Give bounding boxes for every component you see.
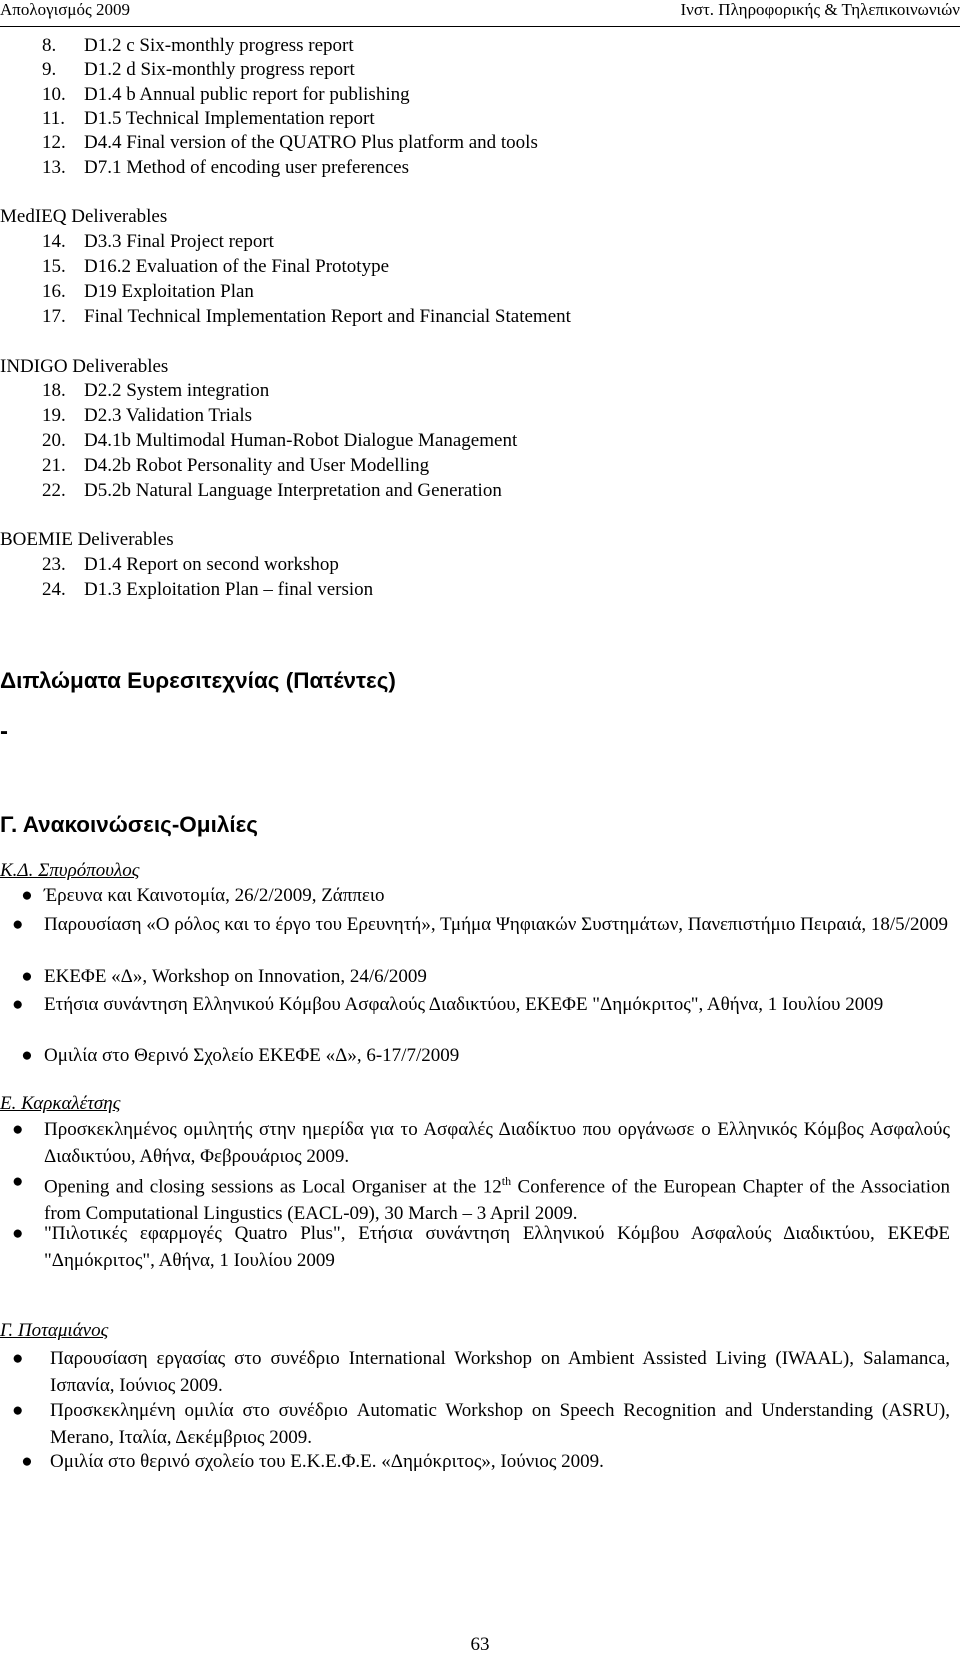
page-number: 63	[470, 1634, 490, 1655]
list-item: 23. D1.4 Report on second workshop	[42, 554, 339, 575]
list-item: ● Προσκεκλημένος ομιλητής στην ημερίδα για το Ασφαλές Διαδίκτυο που οργάνωσε ο Ελληνικός Κόμβος Ασφαλούς Διαδικτύου, Αθήνα, Φεβρουάριος 2009.	[12, 1116, 950, 1170]
section-title-indigo: INDIGO Deliverables	[0, 356, 169, 377]
header-right-title: Ινστ. Πληροφορικής & Τηλεπικοινωνιών	[680, 0, 960, 19]
list-item: 10. D1.4 b Annual public report for publishing	[42, 84, 410, 105]
list-item: 18. D2.2 System integration	[42, 380, 270, 401]
list-item: ● ΕΚΕΦΕ «Δ», Workshop on Innovation, 24/6/2009	[12, 963, 950, 990]
list-item: 11. D1.5 Technical Implementation report	[42, 108, 375, 129]
list-item: 16. D19 Exploitation Plan	[42, 281, 254, 302]
list-item: 14. D3.3 Final Project report	[42, 231, 274, 252]
patents-none: -	[0, 718, 8, 745]
list-item: 8. D1.2 c Six-monthly progress report	[42, 35, 354, 56]
list-item: ● "Πιλοτικές εφαρμογές Quatro Plus", Ετήσια συνάντηση Ελληνικού Κόμβου Ασφαλούς Διαδικτύου, ΕΚΕΦΕ "Δημόκριτος", Αθήνα, 1 Ιουλίου 2009	[12, 1220, 950, 1274]
bullet-icon: ●	[12, 914, 24, 935]
author-name: Γ. Ποταμιάνος	[0, 1320, 109, 1341]
section-title-mediq: MedIEQ Deliverables	[0, 206, 168, 227]
bullet-icon: ●	[12, 1223, 24, 1244]
author-name: Κ.Δ. Σπυρόπουλος	[0, 860, 140, 881]
bullet-icon: ●	[12, 994, 24, 1015]
list-item: 22. D5.2b Natural Language Interpretation and Generation	[42, 480, 502, 501]
list-item: ● Ετήσια συνάντηση Ελληνικού Κόμβου Ασφαλούς Διαδικτύου, ΕΚΕΦΕ "Δημόκριτος", Αθήνα, 1 Ιουλίου 2009	[12, 991, 950, 1018]
header-left-title: Απολογισμός 2009	[0, 0, 130, 19]
list-item: 19. D2.3 Validation Trials	[42, 405, 253, 426]
bullet-icon: ●	[12, 1400, 24, 1421]
list-item: 20. D4.1b Multimodal Human-Robot Dialogue Management	[42, 430, 518, 451]
list-item: 15. D16.2 Evaluation of the Final Prototype	[42, 256, 390, 277]
talks-heading: Γ. Ανακοινώσεις-Ομιλίες	[0, 812, 258, 837]
page-header	[0, 0, 960, 27]
list-item: ● Ομιλία στο Θερινό Σχολείο ΕΚΕΦΕ «Δ», 6-17/7/2009	[12, 1042, 950, 1069]
list-item: 21. D4.2b Robot Personality and User Modelling	[42, 455, 430, 476]
list-item: 9. D1.2 d Six-monthly progress report	[42, 59, 355, 80]
list-item: 13. D7.1 Method of encoding user preferences	[42, 157, 409, 178]
section-title-boemie: BOEMIE Deliverables	[0, 529, 174, 550]
list-item: 17. Final Technical Implementation Report and Financial Statement	[42, 306, 571, 327]
list-item: ● Ομιλία στο θερινό σχολείο του Ε.Κ.Ε.Φ.Ε. «Δημόκριτος», Ιούνιος 2009.	[12, 1448, 950, 1475]
bullet-icon: ●	[21, 966, 33, 987]
list-item: 12. D4.4 Final version of the QUATRO Plus platform and tools	[42, 132, 538, 153]
list-item: ● Προσκεκλημένη ομιλία στο συνέδριο Automatic Workshop on Speech Recognition and Understanding (ASRU), Merano, Ιταλία, Δεκέμβριος 2009.	[12, 1397, 950, 1451]
patents-heading: Διπλώματα Ευρεσιτεχνίας (Πατέντες)	[0, 668, 396, 693]
bullet-icon: ●	[21, 1045, 33, 1066]
bullet-icon: ●	[12, 1119, 24, 1140]
list-item: ● Έρευνα και Καινοτομία, 26/2/2009, Ζάππειο	[12, 882, 950, 909]
list-item: 24. D1.3 Exploitation Plan – final version	[42, 579, 374, 600]
bullet-icon: ●	[21, 885, 33, 906]
bullet-icon: ●	[12, 1348, 24, 1369]
bullet-icon: ●	[21, 1451, 33, 1472]
list-item: ● Opening and closing sessions as Local Organiser at the 12th Conference of the European Chapter of the Association from Computational Lingustics (EACL-09), 30 March – 3 April 2009.	[12, 1168, 950, 1227]
list-item: ● Παρουσίαση εργασίας στο συνέδριο International Workshop on Ambient Assisted Living (IWAAL), Salamanca, Ισπανία, Ιούνιος 2009.	[12, 1345, 950, 1399]
author-name: Ε. Καρκαλέτσης	[0, 1093, 121, 1114]
list-item: ● Παρουσίαση «Ο ρόλος και το έργο του Ερευνητή», Τμήμα Ψηφιακών Συστημάτων, Πανεπιστήμιο Πειραιά, 18/5/2009	[12, 911, 950, 938]
bullet-icon: ●	[12, 1171, 24, 1192]
